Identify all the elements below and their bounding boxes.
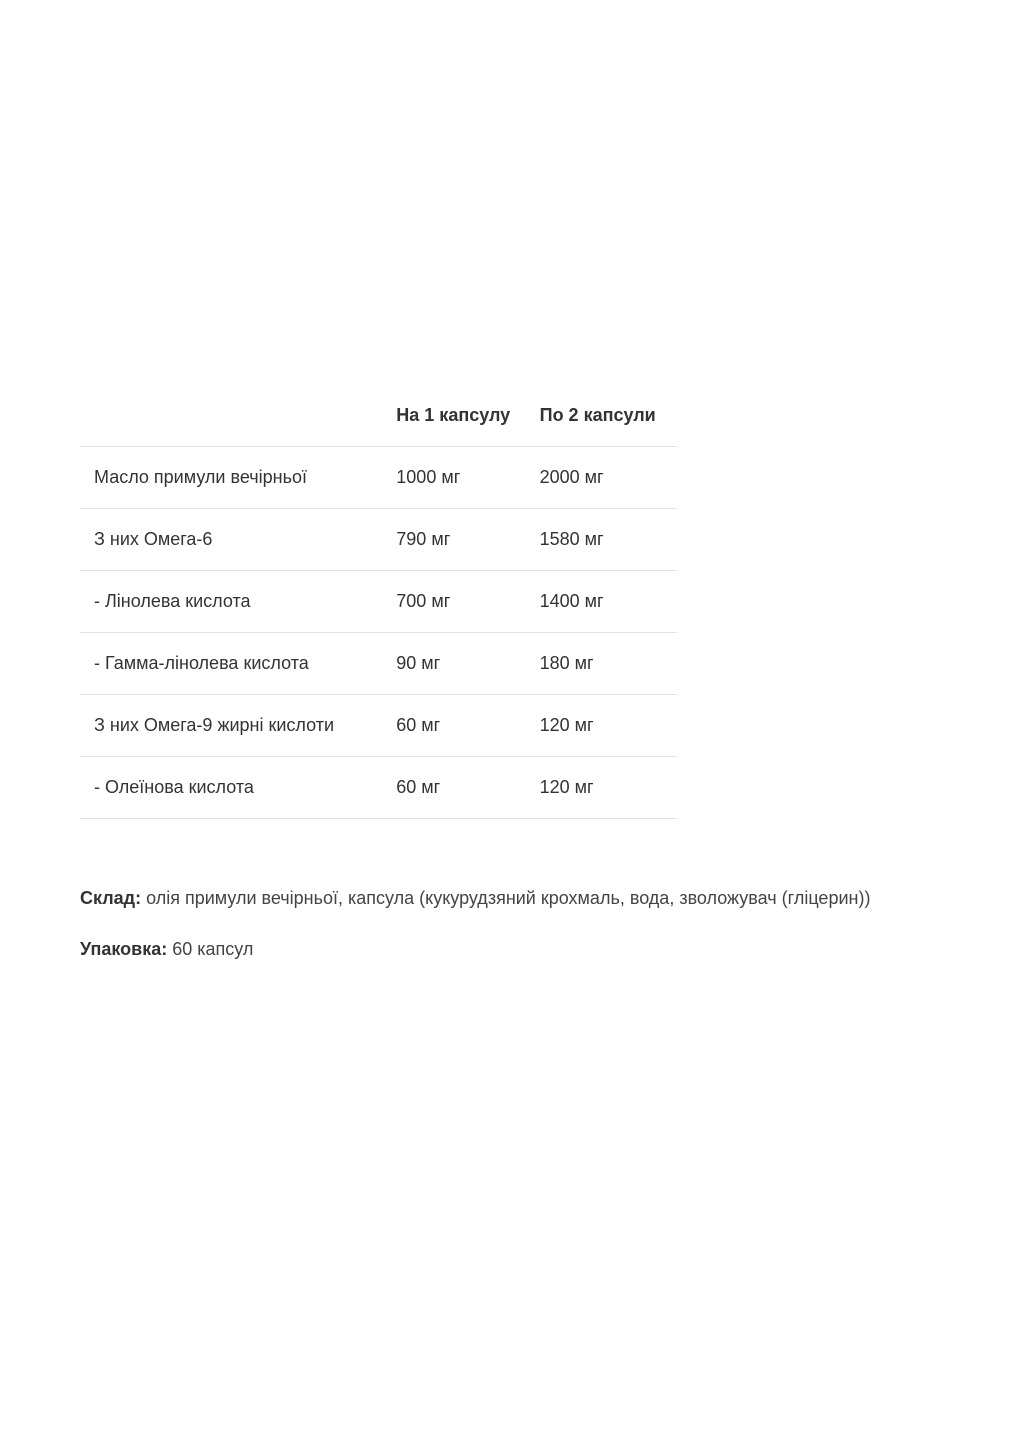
header-per-one-capsule: На 1 капсулу [396, 385, 539, 447]
amount-one-capsule: 790 мг [396, 509, 539, 571]
table-row [80, 509, 677, 571]
table-row [80, 447, 677, 509]
amount-two-capsules: 2000 мг [540, 447, 677, 509]
amount-two-capsules: 120 мг [540, 757, 677, 819]
amount-one-capsule: 90 мг [396, 633, 539, 695]
package-line [80, 939, 253, 960]
composition-text: олія примули вечірньої, капсула (кукурудзяний крохмаль, вода, зволожувач (гліцерин)) [141, 888, 871, 908]
amount-two-capsules: 1580 мг [540, 509, 677, 571]
table-row [80, 757, 677, 819]
composition-line [80, 888, 870, 909]
table-row [80, 571, 677, 633]
amount-two-capsules: 1400 мг [540, 571, 677, 633]
ingredient-name: - Лінолева кислота [80, 571, 396, 633]
table-row [80, 633, 677, 695]
ingredient-name: З них Омега-9 жирні кислоти [80, 695, 396, 757]
ingredient-name: - Гамма-лінолева кислота [80, 633, 396, 695]
composition-label: Склад: [80, 888, 142, 908]
table-header [80, 385, 677, 447]
table-body [80, 447, 677, 819]
ingredient-name: З них Омега-6 [80, 509, 396, 571]
amount-one-capsule: 60 мг [396, 757, 539, 819]
amount-two-capsules: 120 мг [540, 695, 677, 757]
ingredient-name: Масло примули вечірньої [80, 447, 396, 509]
amount-two-capsules: 180 мг [540, 633, 677, 695]
ingredient-name: - Олеїнова кислота [80, 757, 396, 819]
amount-one-capsule: 700 мг [396, 571, 539, 633]
header-ingredient [80, 385, 396, 447]
amount-one-capsule: 60 мг [396, 695, 539, 757]
package-text: 60 капсул [167, 939, 254, 959]
table-header-row [80, 385, 677, 447]
table-row [80, 695, 677, 757]
amount-one-capsule: 1000 мг [396, 447, 539, 509]
header-per-two-capsules: По 2 капсули [540, 385, 677, 447]
package-label: Упаковка: [80, 939, 168, 959]
nutrition-table [80, 385, 677, 819]
